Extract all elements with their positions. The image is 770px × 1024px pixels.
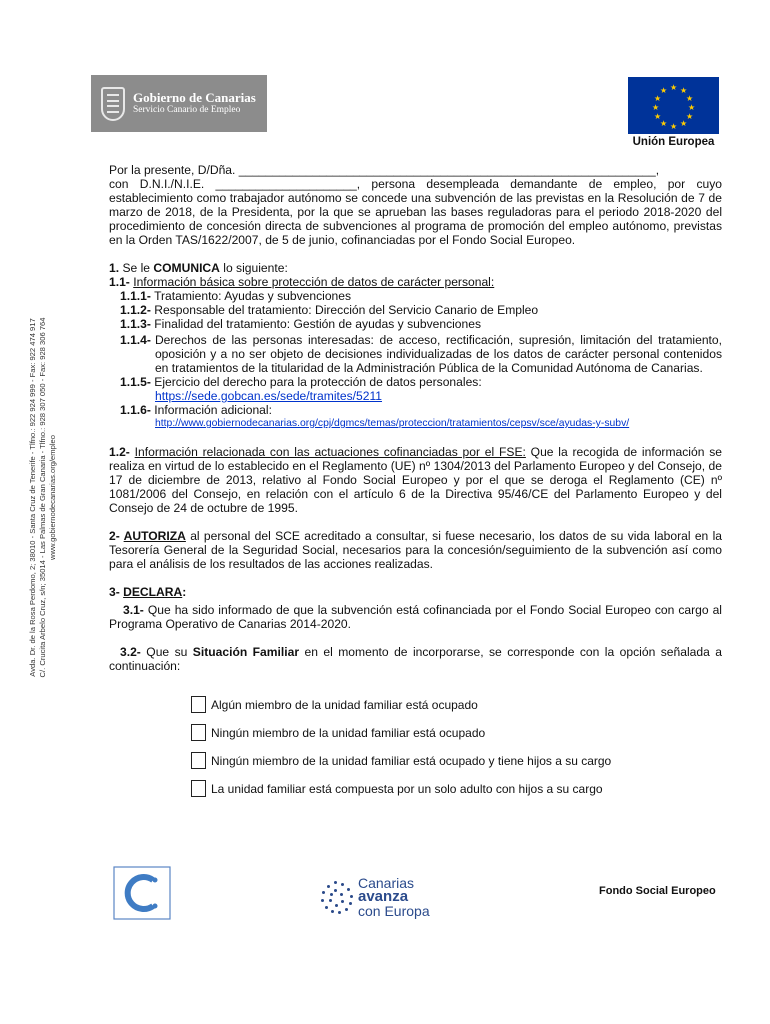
- address-line-2: C/. Crucita Arbelo Cruz, s/n; 35014 - Las Palmas de Gran Canaria - Tlfno.: 928 307 050 - Fax: 928 306 764: [38, 317, 47, 678]
- gobierno-title: Gobierno de Canarias: [133, 90, 256, 106]
- fse-label: Fondo Social Europeo: [599, 885, 716, 897]
- address-line-1: Avda. Dr. de la Rosa Perdomo, 2; 38010 - Santa Cruz de Tenerife - Tlfno.: 922 924 999 - Fax: 922 474 917: [28, 318, 37, 677]
- option-label: Ningún miembro de la unidad familiar está ocupado y tiene hijos a su cargo: [211, 753, 612, 768]
- section-1-2: 1.2- Información relacionada con las actuaciones cofinanciadas por el FSE: Que la recogida de información se realiza en virtud de lo establecido en el Reglamento (UE) nº 1304/2013 del Parlamento Europeo y del Consejo, de 17 de diciembre de 2013, relativo al Fondo Social Europeo y por el que se deroga el Reglamento (CE) nº 1081/2006 del Consejo, en relación con el artículo 6 de la Directiva 95/46/CE del Parlamento Europeo y del Consejo de 24 de octubre de 1995.: [109, 445, 722, 515]
- dots-swirl-icon: [318, 879, 354, 915]
- canarias-line-3: con Europa: [358, 903, 430, 919]
- eu-label: Unión Europea: [632, 136, 715, 148]
- canarias-avanza-logo: [318, 876, 430, 918]
- eu-flag-icon: ★ ★ ★ ★ ★ ★ ★ ★ ★ ★ ★ ★: [628, 77, 719, 134]
- section-2: 2- AUTORIZA al personal del SCE acreditado a consultar, si fuese necesario, los datos de su vida laboral en la Tesorería General de la Seguridad Social, necesarios para la concesión/seguimiento de la subvención así como para el análisis de los resultados de las acciones realizadas.: [109, 529, 722, 571]
- option-checkbox[interactable]: [191, 780, 206, 797]
- address-line-3: www.gobiernodecanarias.org/empleo: [48, 435, 57, 560]
- gobierno-subtitle: Servicio Canario de Empleo: [133, 105, 241, 116]
- document-body: [109, 163, 722, 673]
- section-3-heading: 3- DECLARA:: [109, 585, 187, 599]
- declara-keyword: DECLARA: [123, 585, 183, 599]
- info-adicional-link[interactable]: http://www.gobiernodecanarias.org/cpj/dgmcs/temas/proteccion/tratamientos/cepsv/sce/ayudas-y-subv/: [155, 418, 630, 429]
- section-3-1: 3.1- Que ha sido informado de que la subvención está cofinanciada por el Fondo Social Europeo con cargo al Programa Operativo de Canarias 2014-2020.: [109, 603, 722, 631]
- canarias-line-2: avanza: [358, 888, 409, 905]
- sede-link[interactable]: https://sede.gobcan.es/sede/tramites/5211: [155, 389, 383, 403]
- gobierno-canarias-logo: [91, 75, 267, 132]
- item-1-1-1: 1.1.1- Tratamiento: Ayudas y subvenciones: [120, 289, 352, 303]
- section-1-heading: 1. Se le COMUNICA lo siguiente:: [109, 261, 288, 275]
- intro-line-1: Por la presente, D/Dña. ______________________________________________________________,: [109, 163, 660, 177]
- item-1-1-5: 1.1.5- Ejercicio del derecho para la protección de datos personales:: [120, 375, 482, 389]
- option-row[interactable]: [191, 723, 611, 742]
- canarias-line-1: Canarias: [358, 875, 415, 891]
- item-1-1-4: 1.1.4- Derechos de las personas interesadas: de acceso, rectificación, supresión, limitación del tratamiento, oposición y a no ser objeto de decisiones individualizadas de los datos de carácter personal contenidos en tratamientos de la titularidad de la Administración Pública de la Comunidad Autónoma de Canarias.: [120, 333, 722, 375]
- intro-paragraph: con D.N.I./N.I.E. _____________________, persona desempleada demandante de empleo, por cuyo establecimiento como trabajador autónomo se concede una subvención de las previstas en la Resolución de 7 de marzo de 2018, de la Presidenta, por la que se aprueban las bases reguladoras para el periodo 2018-2020 del procedimiento de concesión directa de subvenciones al programa de promoción del empleo autónomo, previstas en la Orden TAS/1622/2007, de 5 de junio, cofinanciadas por el Fondo Social Europeo.: [109, 177, 722, 247]
- item-1-1-6: 1.1.6- Información adicional:: [120, 403, 272, 417]
- family-situation-options: [191, 695, 611, 807]
- option-checkbox[interactable]: [191, 752, 206, 769]
- autoriza-keyword: AUTORIZA: [123, 529, 186, 543]
- option-label: Algún miembro de la unidad familiar está ocupado: [211, 697, 478, 712]
- option-label: La unidad familiar está compuesta por un solo adulto con hijos a su cargo: [211, 781, 603, 796]
- option-checkbox[interactable]: [191, 696, 206, 713]
- section-3-2: 3.2- Que su Situación Familiar en el momento de incorporarse, se corresponde con la opción señalada a continuación:: [109, 645, 722, 673]
- coat-of-arms-icon: [101, 87, 125, 121]
- side-address: [28, 295, 58, 700]
- comunica-keyword: COMUNICA: [153, 261, 220, 275]
- section-1-1-heading: 1.1- Información básica sobre protección de datos de carácter personal:: [109, 275, 495, 289]
- option-checkbox[interactable]: [191, 724, 206, 741]
- fse-logo-icon: [113, 866, 171, 920]
- option-label: Ningún miembro de la unidad familiar está ocupado: [211, 725, 486, 740]
- option-row[interactable]: [191, 779, 611, 798]
- item-1-1-2: 1.1.2- Responsable del tratamiento: Dirección del Servicio Canario de Empleo: [120, 303, 539, 317]
- option-row[interactable]: [191, 695, 611, 714]
- item-1-1-3: 1.1.3- Finalidad del tratamiento: Gestión de ayudas y subvenciones: [120, 317, 482, 331]
- option-row[interactable]: [191, 751, 611, 770]
